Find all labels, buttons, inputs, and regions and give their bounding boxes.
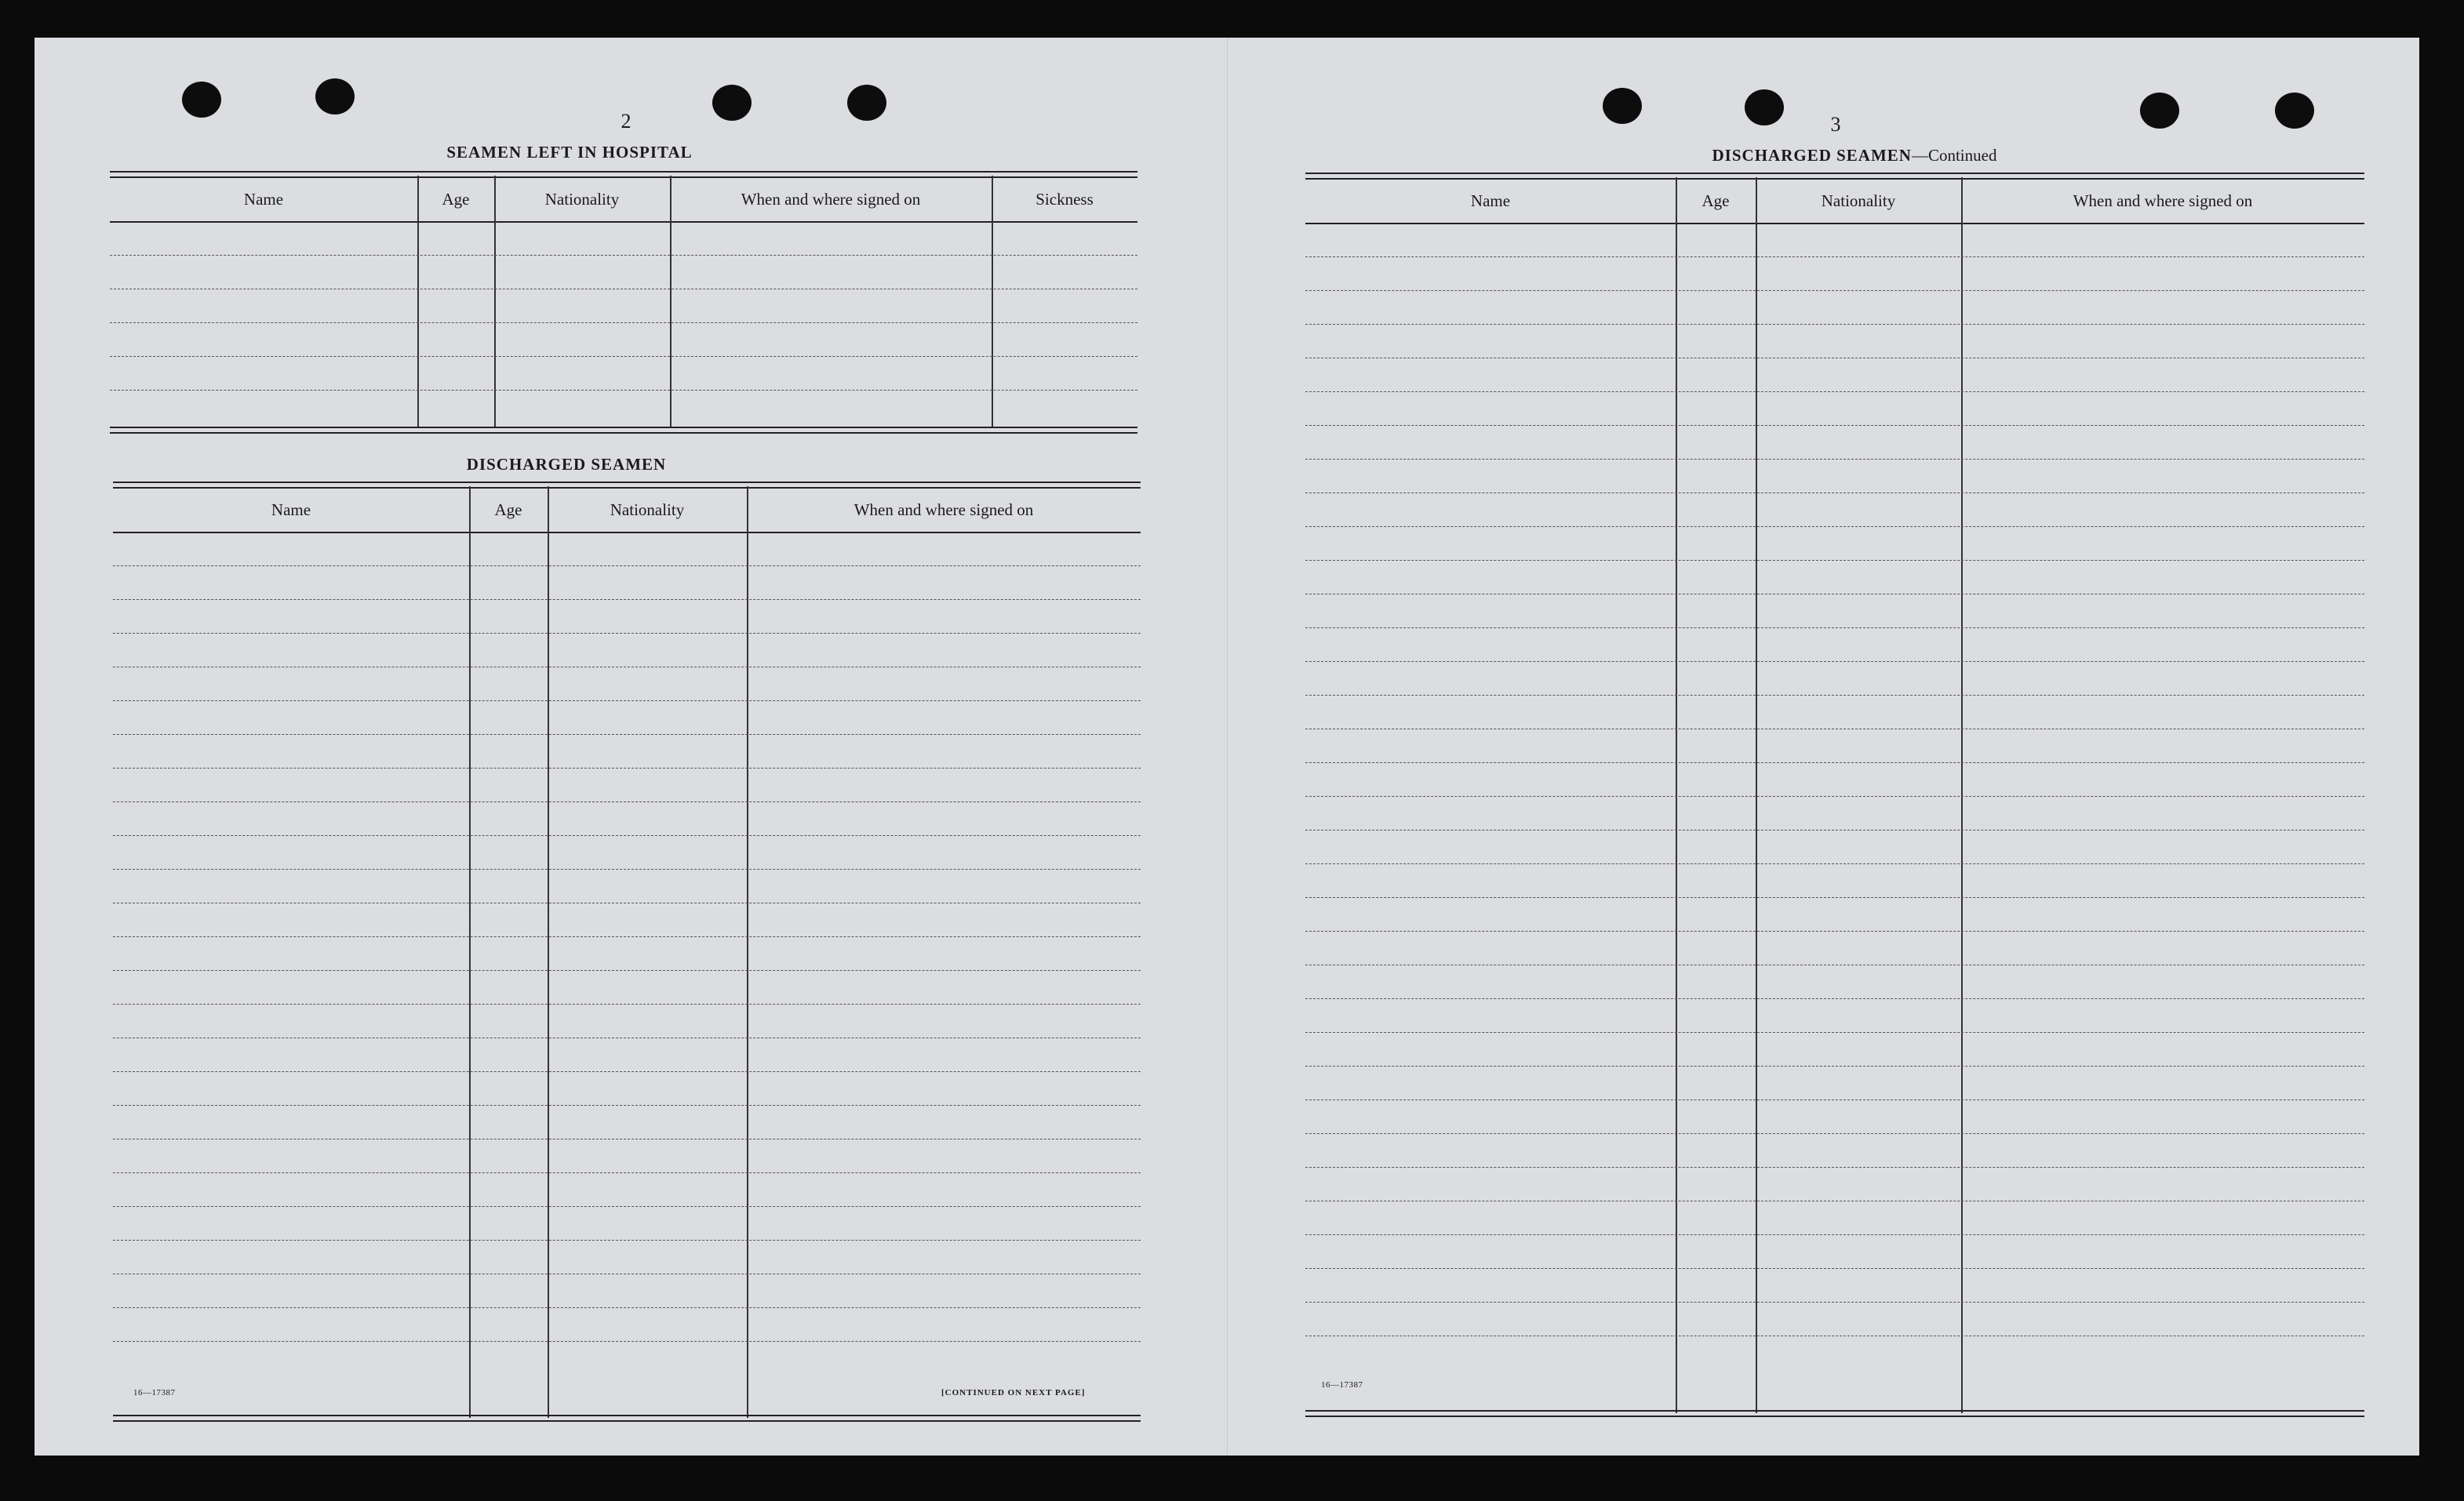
table-bottom-rule — [110, 427, 1137, 434]
table-row — [1305, 560, 2364, 561]
page-number-left: 2 — [621, 110, 631, 133]
page-number-right: 3 — [1830, 113, 1841, 136]
column-header-signed-on: When and where signed on — [2073, 191, 2253, 210]
table-row — [113, 869, 1141, 870]
punch-hole-5 — [1603, 88, 1642, 124]
discharged-seamen-table-left — [113, 482, 1141, 1419]
table-row — [1305, 1133, 2364, 1134]
hospital-section-title: SEAMEN LEFT IN HOSPITAL — [446, 143, 693, 162]
discharged-section-title: DISCHARGED SEAMEN — [466, 455, 667, 474]
table-row — [1305, 897, 2364, 898]
table-row — [1305, 863, 2364, 864]
column-header-signed-on: When and where signed on — [741, 190, 921, 209]
form-code-right: 16—17387 — [1321, 1380, 1363, 1390]
column-header-nationality: Nationality — [1821, 191, 1896, 210]
table-row — [1305, 1032, 2364, 1033]
table-row — [113, 1206, 1141, 1207]
table-row — [1305, 256, 2364, 257]
table-row — [113, 1240, 1141, 1241]
column-header-name: Name — [271, 500, 311, 519]
table-row — [1305, 695, 2364, 696]
column-divider — [1756, 177, 1757, 1413]
table-bottom-rule — [113, 1415, 1141, 1422]
table-row — [113, 1307, 1141, 1308]
table-row — [1305, 1268, 2364, 1269]
table-row — [1305, 1099, 2364, 1100]
table-row — [110, 356, 1137, 357]
table-row — [113, 599, 1141, 600]
table-header-row — [113, 486, 1141, 532]
form-code-left: 16—17387 — [133, 1388, 176, 1397]
column-divider — [747, 486, 748, 1418]
column-header-sickness: Sickness — [1035, 190, 1094, 209]
table-row — [113, 768, 1141, 769]
table-row — [113, 1172, 1141, 1173]
discharged-continued-title — [1603, 146, 2106, 165]
table-row — [113, 835, 1141, 836]
table-row — [113, 565, 1141, 566]
table-row — [1305, 1234, 2364, 1235]
table-row — [110, 255, 1137, 256]
table-row — [110, 390, 1137, 391]
column-divider — [1676, 177, 1677, 1413]
table-row — [1305, 931, 2364, 932]
table-row — [1305, 526, 2364, 527]
table-bottom-rule — [1305, 1410, 2364, 1417]
table-row — [1305, 391, 2364, 392]
table-row — [1305, 998, 2364, 999]
table-row — [1305, 459, 2364, 460]
hospital-table — [110, 171, 1137, 469]
punch-hole-6 — [1745, 89, 1784, 125]
table-row — [113, 700, 1141, 701]
table-row — [113, 1105, 1141, 1106]
page-fold — [1227, 38, 1228, 1456]
punch-hole-1 — [182, 82, 221, 118]
table-header-row — [110, 176, 1137, 221]
table-row — [113, 801, 1141, 802]
table-row — [1305, 425, 2364, 426]
column-header-nationality: Nationality — [544, 190, 620, 209]
punch-hole-8 — [2275, 93, 2314, 129]
header-bottom-rule — [113, 532, 1141, 533]
column-header-age: Age — [1702, 191, 1730, 210]
table-row — [1305, 762, 2364, 763]
table-row — [113, 936, 1141, 937]
table-row — [1305, 1066, 2364, 1067]
table-row — [113, 1071, 1141, 1072]
column-header-age: Age — [442, 190, 470, 209]
column-header-age: Age — [494, 500, 522, 519]
table-row — [1305, 661, 2364, 662]
header-bottom-rule — [1305, 223, 2364, 224]
table-row — [110, 322, 1137, 323]
column-header-name: Name — [1470, 191, 1511, 210]
column-divider — [469, 486, 471, 1418]
table-row — [1305, 492, 2364, 493]
table-row — [113, 633, 1141, 634]
discharged-continued-title-main: DISCHARGED SEAMEN — [1712, 146, 1912, 165]
table-row — [1305, 290, 2364, 291]
punch-hole-7 — [2140, 93, 2179, 129]
table-row — [1305, 1302, 2364, 1303]
table-row — [1305, 627, 2364, 628]
table-row — [113, 1004, 1141, 1005]
table-row — [113, 1341, 1141, 1342]
document-sheet — [35, 38, 2419, 1456]
continued-suffix: —Continued — [1911, 146, 1997, 165]
table-row — [113, 970, 1141, 971]
punch-hole-2 — [315, 78, 355, 114]
table-row — [1305, 796, 2364, 797]
column-header-nationality: Nationality — [610, 500, 685, 519]
header-bottom-rule — [110, 221, 1137, 223]
continued-note: [CONTINUED ON NEXT PAGE] — [941, 1388, 1086, 1397]
table-row — [113, 734, 1141, 735]
column-header-name: Name — [243, 190, 284, 209]
column-divider — [548, 486, 549, 1418]
table-row — [1305, 324, 2364, 325]
punch-hole-3 — [712, 85, 752, 121]
table-header-row — [1305, 177, 2364, 223]
punch-hole-4 — [847, 85, 886, 121]
table-row — [1305, 1167, 2364, 1168]
column-header-signed-on: When and where signed on — [853, 500, 1034, 519]
discharged-seamen-table-right — [1305, 173, 2364, 1415]
column-divider — [1961, 177, 1963, 1413]
